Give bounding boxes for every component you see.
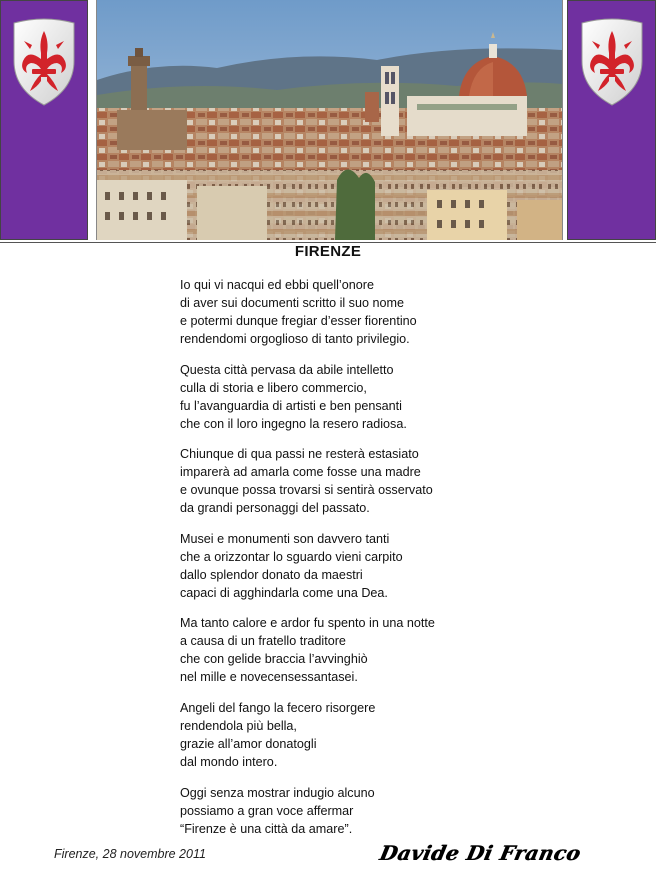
poem-line: rendendola più bella, <box>180 718 297 733</box>
poem-line: Ma tanto calore e ardor fu spento in una notte <box>180 616 435 631</box>
poem-line: e potermi dunque fregiar d’esser fiorentino <box>180 314 417 328</box>
poem-line: grazie all’amor donatogli <box>180 736 317 751</box>
left-purple-banner <box>0 0 88 240</box>
stanza <box>180 699 610 771</box>
poem-line: culla di storia e libero commercio, <box>180 380 367 395</box>
stanza <box>180 445 610 517</box>
poem-line: Questa città pervasa da abile intelletto <box>180 362 394 377</box>
giglio-icon <box>10 17 78 107</box>
poem-line: fu l’avanguardia di artisti e ben pensanti <box>180 398 402 413</box>
poem-line: a causa di un fratello traditore <box>180 634 346 649</box>
poem-line: che con gelide braccia l’avvinghiò <box>180 652 368 667</box>
poem-line: dallo splendor donato da maestri <box>180 567 363 582</box>
poem-line: che con il loro ingegno la resero radiosa. <box>180 416 407 431</box>
stanza <box>180 276 610 348</box>
place-date: Firenze, 28 novembre 2011 <box>54 847 206 861</box>
poem-line: Musei e monumenti son davvero tanti <box>180 531 390 546</box>
poem-line: di aver sui documenti scritto il suo nome <box>180 296 404 310</box>
poem-line: da grandi personaggi del passato. <box>180 501 370 516</box>
stanza <box>180 530 610 602</box>
poem-line: “Firenze è una città da amare”. <box>180 821 353 836</box>
poem-line: Angeli del fango la fecero risorgere <box>180 700 376 715</box>
stanza <box>180 784 610 838</box>
author-signature: Davide Di Franco <box>377 841 584 865</box>
poem-line: possiamo a gran voce affermar <box>180 803 354 818</box>
poem-line: nel mille e novecensessantasei. <box>180 670 358 685</box>
poem-line: Chiunque di qua passi ne resterà estasiato <box>180 447 419 462</box>
poem-title: FIRENZE <box>294 243 362 260</box>
poem-line: rendendomi orgoglioso di tanto privilegio. <box>180 332 410 346</box>
poem-line: imparerà ad amarla come fosse una madre <box>180 465 421 480</box>
stanza <box>180 361 610 433</box>
poem-line: e ovunque possa trovarsi si sentirà osservato <box>180 483 433 498</box>
poem-line: Oggi senza mostrar indugio alcuno <box>180 785 375 800</box>
header-band <box>0 0 656 243</box>
giglio-icon <box>578 17 646 107</box>
stanza <box>180 614 610 686</box>
right-purple-banner <box>567 0 656 240</box>
poem-body <box>180 276 610 838</box>
florence-skyline-photo <box>96 0 563 240</box>
poem-line: dal mondo intero. <box>180 754 278 769</box>
poem-line: capaci di agghindarla come una Dea. <box>180 585 388 600</box>
poem-line: che a orizzontar lo sguardo vieni carpito <box>180 549 403 564</box>
poem-line: Io qui vi nacqui ed ebbi quell’onore <box>180 278 374 292</box>
